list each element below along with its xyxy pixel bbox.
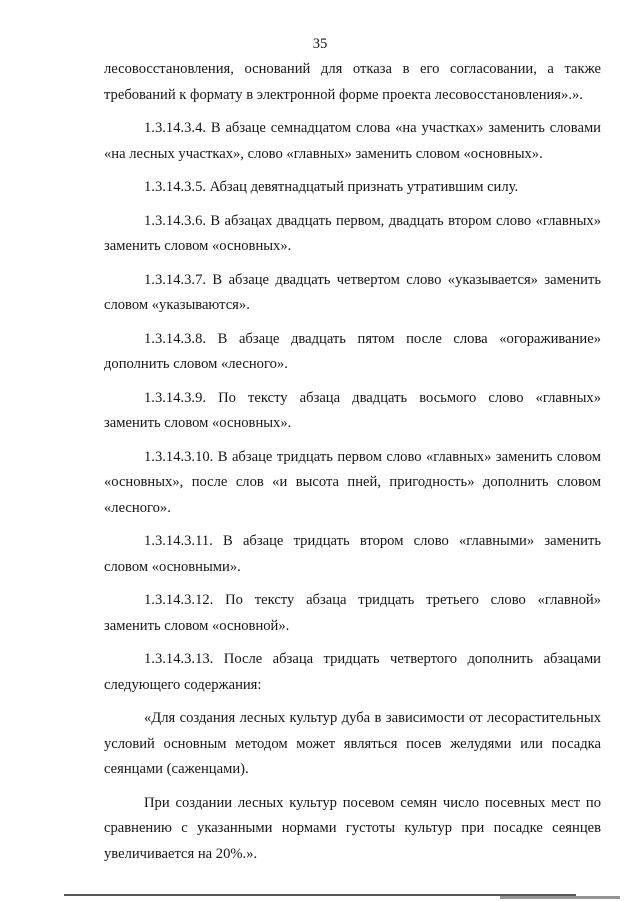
scan-edge-shadow [500, 896, 620, 899]
document-body [104, 57, 601, 875]
paragraph-1-3-14-3-9: 1.3.14.3.9. По тексту абзаца двадцать восьмого слово «главных» заменить словом «основных». [104, 389, 601, 431]
paragraph-1-3-14-3-11: 1.3.14.3.11. В абзаце тридцать втором слово «главными» заменить словом «основными». [104, 533, 601, 575]
paragraph-continuation: лесовосстановления, оснований для отказа в его согласовании, а также требований к формату в электронной форме проекта лесовосстановления».». [104, 61, 601, 103]
paragraph-1-3-14-3-6: 1.3.14.3.6. В абзацах двадцать первом, двадцать втором слово «главных» заменить словом «основных». [104, 212, 601, 254]
paragraph-1-3-14-3-13: 1.3.14.3.13. После абзаца тридцать четвертого дополнить абзацами следующего содержания: [104, 651, 601, 693]
paragraph-1-3-14-3-12: 1.3.14.3.12. По тексту абзаца тридцать третьего слово «главной» заменить словом «основной». [104, 592, 601, 634]
paragraph-1-3-14-3-7: 1.3.14.3.7. В абзаце двадцать четвертом слово «указывается» заменить словом «указываются». [104, 271, 601, 313]
page-number: 35 [312, 36, 328, 52]
paragraph-1-3-14-3-8: 1.3.14.3.8. В абзаце двадцать пятом после слова «огораживание» дополнить словом «лесного». [104, 330, 601, 372]
paragraph-1-3-14-3-5: 1.3.14.3.5. Абзац девятнадцатый признать утратившим силу. [144, 179, 519, 195]
paragraph-1-3-14-3-10: 1.3.14.3.10. В абзаце тридцать первом слово «главных» заменить словом «основных», после слов «и высота пней, пригодность» дополнить словом «лесного». [104, 448, 601, 516]
paragraph-1-3-14-3-4: 1.3.14.3.4. В абзаце семнадцатом слова «на участках» заменить словами «на лесных участках», слово «главных» заменить словом «основных». [104, 120, 601, 162]
quoted-paragraph-sowing-density: При создании лесных культур посевом семян число посевных мест по сравнению с указанными нормами густоты культур при посадке сеянцев увеличивается на 20%.». [104, 794, 601, 862]
quoted-paragraph-oak-cultures: «Для создания лесных культур дуба в зависимости от лесорастительных условий основным методом может являться посев желудями или посадка сеянцами (саженцами). [104, 710, 601, 777]
